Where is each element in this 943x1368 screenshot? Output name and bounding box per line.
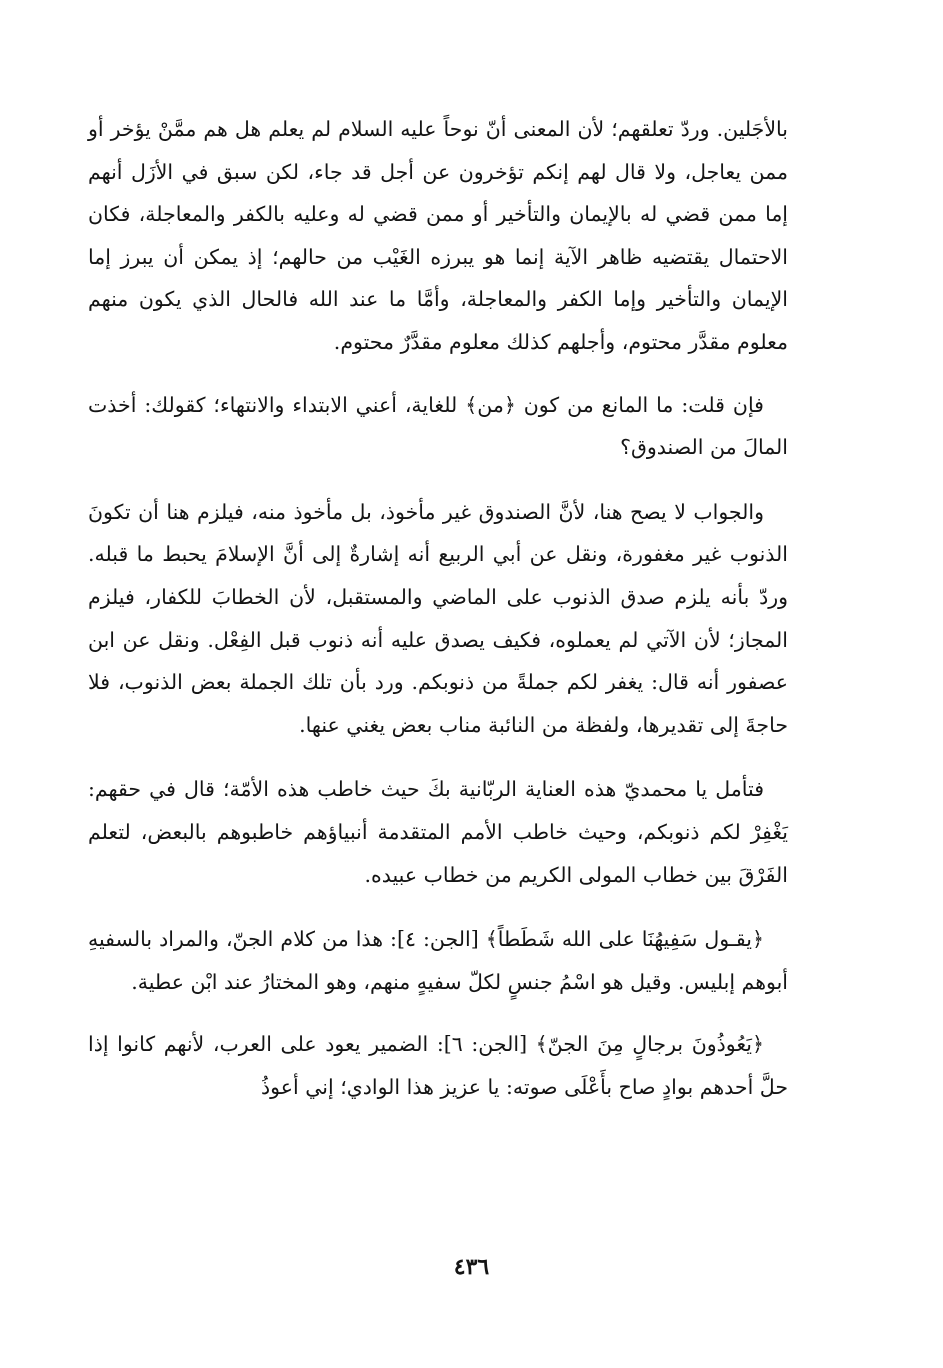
paragraph-reflection: فتأمل يا محمديّ هذه العناية الربّانية بكَ حيث خاطب هذه الأمّة؛ قال في حقهم: يَغْفِرْ لكم ذنوبكم، وحيث خاطب الأمم المتقدمة أنبياؤهم خاطبوهم بالبعض، لتعلم الفَرْقَ بين خطاب المولى الكريم من خطاب عبيده. [88, 777, 788, 887]
paragraph-question-min: فإن قلت: ما المانع من كون ﴿من﴾ للغاية، أعني الابتداء والانتهاء؛ كقولك: أخذت المالَ من الصندوق؟ [88, 392, 788, 460]
paragraph-verse-jinn-6: ﴿يَعُوذُونَ برجالٍ مِنَ الجنّ﴾ [الجن: ٦]: الضمير يعود على العرب، لأنهم كانوا إذا حلَّ أحدهم بوادٍ صاح بأَعْلَى صوته: يا عزيز هذا الوادي؛ إني أعوذُ [88, 1032, 788, 1099]
paragraph-ajal-interpretation: بالأجَلين. وردّ تعلقهم؛ لأن المعنى أنّ نوحاً عليه السلام لم يعلم هل هم ممَّنْ يؤخر أو ممن يعاجل، ولا قال لهم إنكم تؤخرون عن أجل قد جاء، لكن سبق في الأزَل أنهم إما ممن قضي له بالإيمان والتأخير أو ممن قضي له وعليه بالكفر والمعاجلة، فكان الاحتمال يقتضيه ظاهر الآية إنما هو يبرزه الغَيْب من حالهم؛ إذ يمكن أن يبرز إما الإيمان والتأخير وإما الكفر والمعاجلة، وأمَّا ما عند الله فالحال الذي يكون منهم معلوم مقدَّر محتوم، وأجلهم كذلك معلوم مقدَّرٌ محتوم. [88, 117, 788, 354]
page-number: ٤٣٦ [453, 1254, 490, 1280]
paragraph-verse-jinn-4: ﴿يقـول سَفِيهُنَا على الله شَطَطاً﴾ [الجن: ٤]: هذا من كلام الجنّ، والمراد بالسفيهِ أبوهم إبليس. وقيل هو اسْمُ جنسٍ لكلّ سفيهٍ منهم، وهو المختارُ عند ابْن عطية. [88, 927, 788, 994]
page-body [88, 108, 788, 1108]
paragraph-answer: والجواب لا يصح هنا، لأنَّ الصندوق غير مأخوذ، بل مأخوذ منه، فيلزم هنا أن تكونَ الذنوب غير مغفورة، ونقل عن أبي الربيع أنه إشارةٌ إلى أنَّ الإسلامَ يحبط ما قبله. وردّ بأنه يلزم صدق الذنوب على الماضي والمستقبل، لأن الخطابَ للكفار، فيلزم المجاز؛ لأن الآتي لم يعملوه، فكيف يصدق عليه أنه ذنوب قبل الفِعْل. ونقل عن ابن عصفور أنه قال: يغفر لكم جملةً من ذنوبكم. ورد بأن تلك الجملة بعض الذنوب، فلا حاجةَ إلى تقديرها، ولفظة من النائبة مناب بعض يغني عنها. [88, 499, 788, 737]
